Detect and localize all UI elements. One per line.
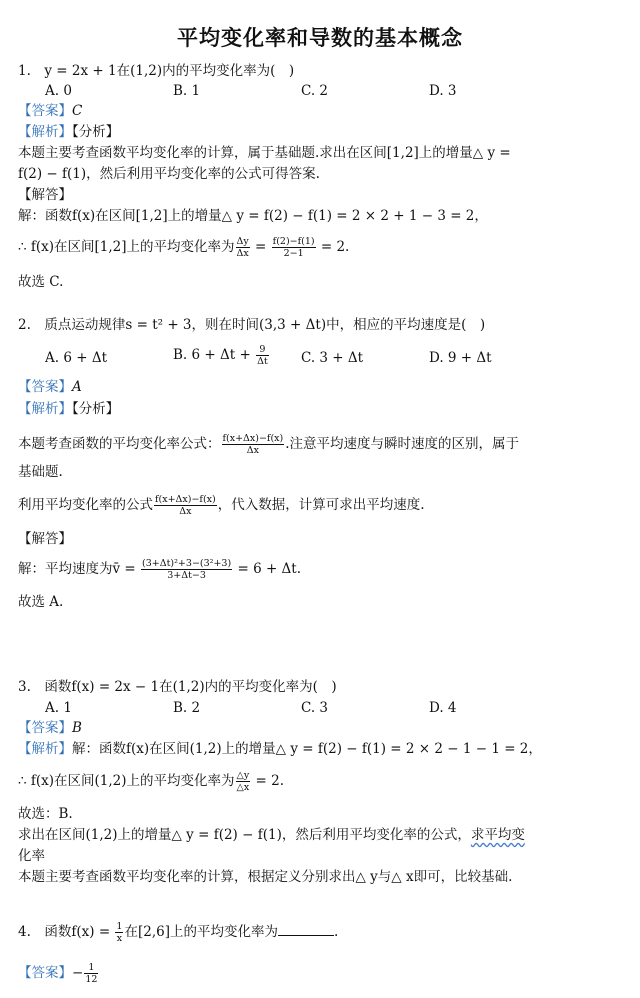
- analysis-subtag: 【分析】: [72, 401, 120, 417]
- text: 利用平均变化率的公式: [18, 497, 153, 513]
- denominator: 12: [85, 974, 98, 985]
- q3-option-d: D. 4: [429, 700, 457, 716]
- q1-answer: [18, 102, 82, 120]
- text: =: [250, 239, 271, 255]
- text: −: [72, 965, 84, 981]
- analysis-tag: 【解析】: [18, 401, 72, 417]
- answer-tag: 【答案】: [18, 379, 72, 395]
- text: 求平均变: [470, 827, 525, 843]
- text: .: [333, 924, 339, 940]
- answer-blank: [278, 923, 334, 936]
- numerator: 9: [256, 344, 269, 356]
- answer-tag: 【答案】: [18, 965, 72, 981]
- denominator: △x: [236, 782, 250, 793]
- q1-conclusion: 故选 C.: [18, 274, 64, 290]
- q4-stem: [18, 921, 338, 944]
- q3-option-c: C. 3: [301, 700, 329, 716]
- q2-stem: 2. 质点运动规律s = t² + 3，则在时间(3,3 + Δt)中，相应的平均速度是( ): [18, 317, 486, 333]
- numerator: 1: [116, 921, 123, 932]
- denominator: Δx: [179, 506, 192, 517]
- q3-extra-line-3: 本题主要考查函数平均变化率的计算，根据定义分别求出△ y与△ x即可，比较基础.: [18, 869, 513, 885]
- text: ∴ f(x)在区间(1,2)上的平均变化率为: [18, 773, 235, 789]
- fraction: [272, 236, 316, 259]
- answer-value: A: [72, 379, 82, 395]
- text: = 6 + Δt.: [233, 561, 302, 577]
- analysis-subtag: 【分析】: [72, 124, 120, 140]
- q3-answer: [18, 719, 82, 737]
- fraction: [115, 921, 123, 944]
- fraction: [236, 236, 250, 259]
- q3-solve-line-2: [18, 770, 284, 793]
- q1-solve-tag: 【解答】: [18, 187, 72, 203]
- denominator: Δx: [246, 445, 259, 456]
- q3-option-b: B. 2: [173, 700, 201, 716]
- numerator: 1: [84, 962, 98, 974]
- q1-stem: 1. y = 2x + 1在(1,2)内的平均变化率为( ): [18, 63, 295, 79]
- q2-option-a: A. 6 + Δt: [45, 350, 107, 366]
- q1-option-b: B. 1: [173, 83, 201, 99]
- q2-option-c: C. 3 + Δt: [301, 350, 364, 366]
- q2-analysis-line-1: [18, 433, 519, 456]
- q2-option-b: [173, 344, 270, 367]
- q2-solve-tag: 【解答】: [18, 531, 72, 547]
- q3-extra-line-2: 化率: [18, 848, 45, 864]
- fraction: [256, 344, 269, 367]
- numerator: (3+Δt)²+3−(3²+3): [142, 558, 232, 569]
- denominator: Δt: [257, 356, 268, 367]
- q3-option-a: A. 1: [45, 700, 72, 716]
- q2-conclusion: 故选 A.: [18, 594, 64, 610]
- denominator: x: [116, 933, 123, 944]
- q4-answer: [18, 962, 99, 985]
- fraction: [222, 433, 285, 456]
- text: ∴ f(x)在区间[1,2]上的平均变化率为: [18, 239, 235, 255]
- answer-tag: 【答案】: [18, 720, 72, 736]
- text: B. 6 + Δt +: [173, 347, 256, 363]
- q2-analysis-line-3: [18, 494, 425, 517]
- answer-value: C: [72, 103, 83, 119]
- numerator: f(2)−f(1): [272, 236, 315, 247]
- analysis-tag: 【解析】: [18, 124, 72, 140]
- q2-analysis-header: [18, 400, 119, 418]
- numerator: Δy: [236, 236, 249, 247]
- page-title: 平均变化率和导数的基本概念: [177, 25, 463, 50]
- denominator: Δx: [236, 248, 249, 259]
- fraction: [141, 558, 232, 581]
- q1-analysis-line-2: f(2) − f(1)，然后利用平均变化率的公式可得答案.: [18, 166, 320, 182]
- q2-option-d: D. 9 + Δt: [429, 350, 492, 366]
- denominator: 2−1: [283, 248, 304, 259]
- q2-solve-line-1: [18, 558, 301, 581]
- fraction: [154, 494, 217, 517]
- q2-analysis-line-2: 基础题.: [18, 464, 63, 480]
- text: 在[2,6]上的平均变化率为: [124, 924, 278, 940]
- q1-analysis-header: [18, 123, 119, 141]
- text: = 2.: [316, 239, 350, 255]
- text: 求出在区间(1,2)上的增量△ y = f(2) − f(1)，然后利用平均变化率的公式，: [18, 827, 471, 843]
- q1-option-c: C. 2: [301, 83, 329, 99]
- text: .注意平均速度与瞬时速度的区别，属于: [285, 436, 520, 452]
- q1-solve-line-2: [18, 236, 349, 259]
- analysis-tag: 【解析】: [18, 741, 72, 757]
- text: = 2.: [251, 773, 284, 789]
- text: 本题考查函数的平均变化率公式：: [18, 436, 221, 452]
- fraction: [236, 770, 251, 793]
- denominator: 3+Δt−3: [167, 570, 206, 581]
- numerator: △y: [236, 770, 250, 781]
- q2-answer: [18, 378, 82, 396]
- text: 解：平均速度为v̄ =: [18, 561, 141, 577]
- q1-option-a: A. 0: [45, 83, 72, 99]
- answer-value: B: [72, 720, 82, 736]
- q1-solve-line-1: 解：函数f(x)在区间[1,2]上的增量△ y = f(2) − f(1) = 2 × 2 + 1 − 3 = 2，: [18, 208, 488, 224]
- q1-option-d: D. 3: [429, 83, 457, 99]
- fraction: [84, 962, 98, 985]
- answer-tag: 【答案】: [18, 103, 72, 119]
- text: 4. 函数f(x) =: [18, 924, 115, 940]
- q3-extra-line-1: [18, 826, 525, 844]
- q3-analysis-line-1: [18, 740, 542, 758]
- text: ，代入数据，计算可求出平均速度.: [217, 497, 425, 513]
- text: 解：函数f(x)在区间(1,2)上的增量△ y = f(2) − f(1) = 2 × 2 − 1 − 1 = 2，: [72, 741, 542, 757]
- numerator: f(x+Δx)−f(x): [155, 494, 216, 505]
- q3-conclusion: 故选：B.: [18, 806, 73, 822]
- q1-analysis-line-1: 本题主要考查函数平均变化率的计算，属于基础题.求出在区间[1,2]上的增量△ y =: [18, 145, 511, 161]
- numerator: f(x+Δx)−f(x): [222, 433, 284, 444]
- q3-stem: 3. 函数f(x) = 2x − 1在(1,2)内的平均变化率为( ): [18, 679, 337, 695]
